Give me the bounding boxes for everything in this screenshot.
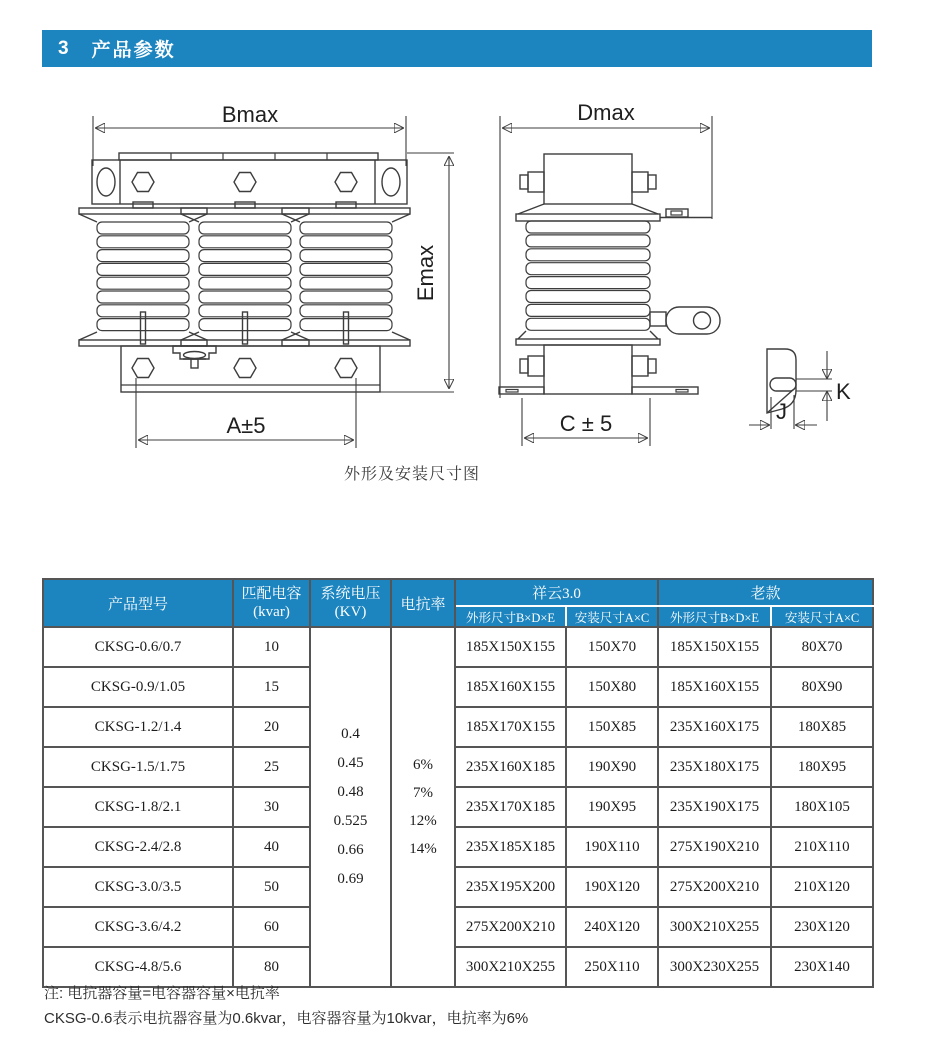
side-bolt-icon [520, 356, 544, 376]
cell-old-install: 230X140 [771, 947, 873, 987]
cell-old-install: 180X85 [771, 707, 873, 747]
side-bolt-icon [520, 172, 544, 192]
header-reactance: 电抗率 [391, 579, 455, 627]
header-old-install: 安装尺寸A×C [771, 606, 873, 627]
cell-old-install: 210X120 [771, 867, 873, 907]
table-body [43, 627, 873, 987]
flange-tab [660, 209, 712, 218]
front-view-drawing [58, 96, 478, 456]
cell-new-outline: 300X210X255 [455, 947, 566, 987]
cell-old-install: 210X110 [771, 827, 873, 867]
dimension-a [136, 378, 356, 448]
coil [282, 202, 410, 346]
dmax-label: Dmax [577, 100, 635, 125]
foot-slot-detail [749, 349, 851, 429]
table-row [43, 747, 873, 787]
table-row [43, 867, 873, 907]
c-dim-label: C ± 5 [559, 411, 613, 436]
cell-voltage-merged [310, 627, 391, 987]
header-voltage: 系统电压 (KV) [310, 579, 391, 627]
section-title: 产品参数 [91, 40, 176, 61]
cell-model: CKSG-0.9/1.05 [43, 667, 233, 707]
cell-old-outline: 300X230X255 [658, 947, 771, 987]
hex-bolt-icon [234, 173, 256, 192]
emax-label: Emax [413, 244, 438, 302]
cell-old-outline: 300X210X255 [658, 907, 771, 947]
cell-new-outline: 275X200X210 [455, 907, 566, 947]
cell-old-outline: 275X200X210 [658, 867, 771, 907]
header-new-outline: 外形尺寸B×D×E [455, 606, 566, 627]
hex-bolt-icon [234, 359, 256, 378]
cell-new-outline: 235X160X185 [455, 747, 566, 787]
mounting-channel [121, 346, 380, 392]
cell-old-install: 180X95 [771, 747, 873, 787]
dimension-c [522, 398, 650, 446]
cell-model: CKSG-2.4/2.8 [43, 827, 233, 867]
cell-new-install: 190X90 [566, 747, 658, 787]
reactance-value: 14% [409, 841, 437, 857]
side-bolt-icon [632, 172, 656, 192]
cell-new-outline: 185X160X155 [455, 667, 566, 707]
cell-old-install: 80X70 [771, 627, 873, 667]
section-header [42, 30, 872, 67]
hex-bolt-icon [132, 359, 154, 378]
cell-kvar: 80 [233, 947, 310, 987]
cell-kvar: 30 [233, 787, 310, 827]
voltage-value: 0.45 [337, 755, 364, 771]
cell-old-install: 80X90 [771, 667, 873, 707]
cell-new-install: 190X110 [566, 827, 658, 867]
cell-new-install: 250X110 [566, 947, 658, 987]
cell-old-outline: 185X150X155 [658, 627, 771, 667]
cell-kvar: 50 [233, 867, 310, 907]
header-group-xiangyun: 祥云3.0 [455, 579, 658, 606]
note-line-2: CKSG-0.6表示电抗器容量为0.6kvar，电容器容量为10kvar，电抗率为6% [44, 1010, 529, 1027]
cell-new-outline: 235X170X185 [455, 787, 566, 827]
cell-new-install: 240X120 [566, 907, 658, 947]
hex-bolt-icon [335, 359, 357, 378]
cell-kvar: 40 [233, 827, 310, 867]
cell-new-install: 150X85 [566, 707, 658, 747]
coil [181, 202, 309, 346]
cell-old-outline: 185X160X155 [658, 667, 771, 707]
side-coil [516, 221, 660, 345]
cell-old-outline: 235X160X175 [658, 707, 771, 747]
terminal-lug [650, 307, 720, 334]
cell-model: CKSG-3.0/3.5 [43, 867, 233, 907]
cell-new-install: 190X95 [566, 787, 658, 827]
voltage-value: 0.4 [341, 726, 360, 742]
cell-new-outline: 235X185X185 [455, 827, 566, 867]
reactance-value: 7% [413, 785, 433, 801]
cell-old-outline: 275X190X210 [658, 827, 771, 867]
reactance-value: 12% [409, 813, 437, 829]
figure-caption: 外形及安装尺寸图 [343, 466, 480, 483]
cell-kvar: 60 [233, 907, 310, 947]
cell-new-install: 150X80 [566, 667, 658, 707]
coil [79, 202, 207, 346]
top-clamp [516, 154, 660, 221]
cell-new-outline: 185X150X155 [455, 627, 566, 667]
header-model: 产品型号 [43, 579, 233, 627]
cell-old-outline: 235X180X175 [658, 747, 771, 787]
voltage-value: 0.66 [337, 842, 364, 858]
cell-new-install: 190X120 [566, 867, 658, 907]
cell-model: CKSG-3.6/4.2 [43, 907, 233, 947]
bmax-label: Bmax [221, 102, 279, 127]
bottom-bracket [499, 345, 698, 394]
cell-model: CKSG-4.8/5.6 [43, 947, 233, 987]
side-bolt-icon [632, 356, 656, 376]
table-row [43, 627, 873, 667]
cell-model: CKSG-0.6/0.7 [43, 627, 233, 667]
table-row [43, 907, 873, 947]
header-capacitance: 匹配电容 (kvar) [233, 579, 310, 627]
cell-model: CKSG-1.5/1.75 [43, 747, 233, 787]
cell-new-install: 150X70 [566, 627, 658, 667]
voltage-value: 0.48 [337, 784, 364, 800]
cell-model: CKSG-1.2/1.4 [43, 707, 233, 747]
j-dim-label: J [776, 399, 787, 424]
a-dim-label: A±5 [226, 413, 266, 438]
table-row [43, 827, 873, 867]
cell-kvar: 25 [233, 747, 310, 787]
cell-kvar: 15 [233, 667, 310, 707]
cell-kvar: 10 [233, 627, 310, 667]
reactance-value: 6% [413, 757, 433, 773]
cell-model: CKSG-1.8/2.1 [43, 787, 233, 827]
cell-new-outline: 235X195X200 [455, 867, 566, 907]
cell-old-install: 180X105 [771, 787, 873, 827]
note-line-1: 注: 电抗器容量=电容器容量×电抗率 [44, 985, 280, 1002]
hex-bolt-icon [335, 173, 357, 192]
table-row [43, 667, 873, 707]
cell-kvar: 20 [233, 707, 310, 747]
voltage-value: 0.525 [333, 813, 368, 829]
k-dim-label: K [836, 379, 851, 404]
cell-reactance-merged [391, 627, 455, 987]
coil-stacks [79, 202, 410, 346]
side-view-drawing [480, 96, 910, 456]
product-parameter-table [42, 578, 874, 988]
cell-old-outline: 235X190X175 [658, 787, 771, 827]
table-row [43, 787, 873, 827]
footnotes [44, 981, 528, 1031]
header-old-outline: 外形尺寸B×D×E [658, 606, 771, 627]
header-group-old: 老款 [658, 579, 873, 606]
cell-old-install: 230X120 [771, 907, 873, 947]
cell-new-outline: 185X170X155 [455, 707, 566, 747]
header-new-install: 安装尺寸A×C [566, 606, 658, 627]
voltage-value: 0.69 [337, 871, 364, 887]
section-number: 3 [58, 37, 69, 59]
dimension-bmax [93, 102, 406, 166]
table-row [43, 707, 873, 747]
hex-bolt-icon [132, 173, 154, 192]
busbar [92, 153, 407, 204]
